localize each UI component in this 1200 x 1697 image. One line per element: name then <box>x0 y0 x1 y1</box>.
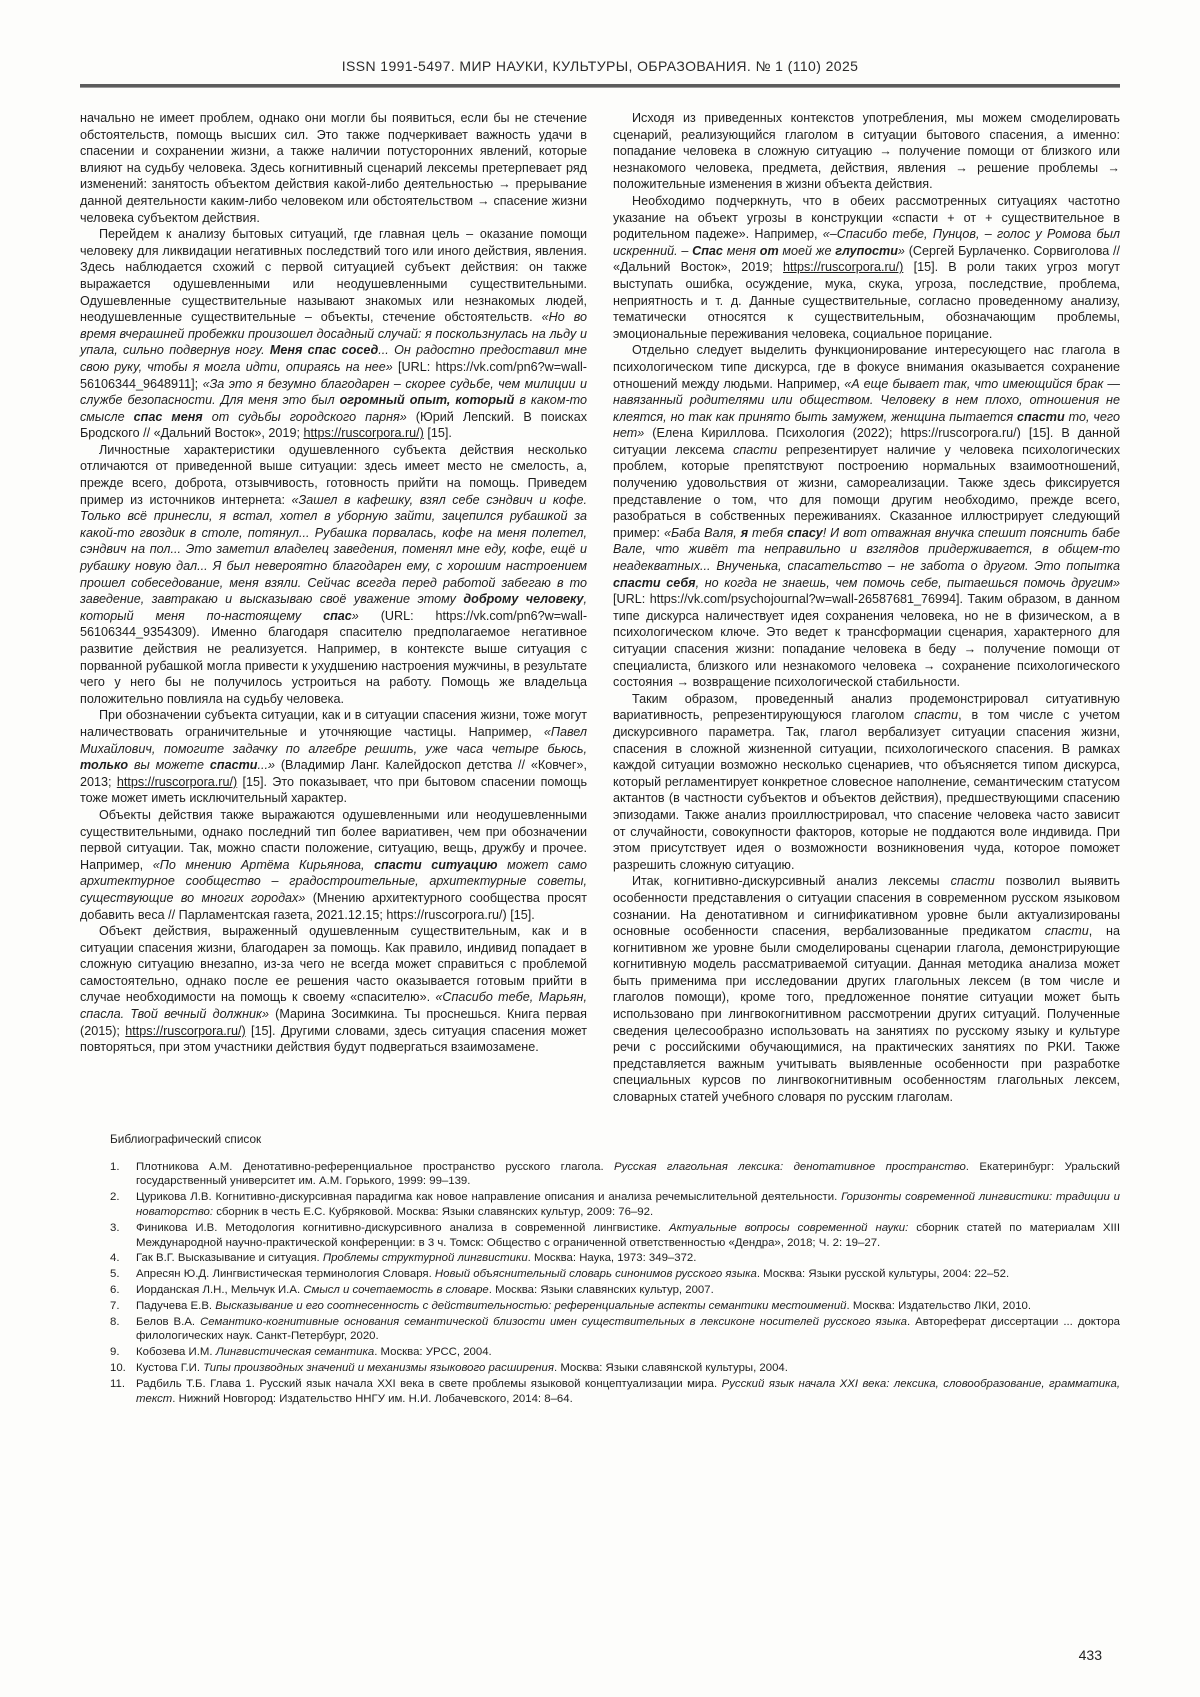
text-run: Русская глагольная лексика: денотативное пространство <box>614 1160 966 1173</box>
text-run: меня <box>722 243 760 258</box>
bibliography-item <box>110 1377 1120 1407</box>
text-run: спас меня <box>133 409 203 424</box>
bibliography-item-text <box>136 1315 1120 1345</box>
hyperlink[interactable]: https://ruscorpora.ru/) <box>125 1023 246 1038</box>
text-run: «Павел Михайлович, помогите задачку по алгебре решить, уже часа четыре бьюсь, <box>80 724 587 756</box>
text-run: позволил выявить особенности представления о ситуации спасения в современном русском языковом сознании. На денотативном и сигнификативном уровне были актуализированы основные особенности спасения, вербализованные предикатом <box>613 874 1120 939</box>
text-run: сборник в честь Е.С. Кубряковой. Москва: Языки славянских культур, 2009: 76–92. <box>213 1206 654 1219</box>
text-run: Горизонты современной лингвистики: традиции и новаторство: <box>136 1191 1120 1219</box>
bibliography-item <box>110 1190 1120 1220</box>
text-run: Финикова И.В. Методология когнитивно-дискурсивного анализа в современной лингвистике. <box>136 1221 670 1234</box>
text-run: [URL: https://vk.com/psychojournal?w=wall-26587681_76994]. Таким образом, в данном типе дискурса наличествует идея сохранения человека, но не в физическом, а в психологическом ключе. Это ведет к трансформации сценария, характерного для ситуации спасения жизни: попадание человека в беду → получение помощи от специалиста, близкого или незнакомого человека → сохранение психологического состояния → возвращение психологической стабильности. <box>613 592 1120 690</box>
text-run: доброму человеку <box>463 592 584 607</box>
text-run: Актуальные вопросы современной науки: <box>669 1221 909 1234</box>
text-run: [URL: https://vk.com/pn6?w=wall-56106344_9648911]; <box>80 359 587 391</box>
text-run: «По мнению Артёма Кирьянова, <box>152 857 375 872</box>
text-run: «–Спасибо тебе, Пунцов, – голос у Ромова был искренний. – <box>613 227 1120 258</box>
text-run: (Сергей Бурлаченко. Сорвиголова // «Дальний Восток», 2019; <box>613 243 1120 275</box>
text-run: спасти <box>914 708 959 723</box>
text-run: » <box>351 608 359 623</box>
text-run: в каком-то смысле <box>80 393 587 424</box>
text-run: Таким образом, проведенный анализ продемонстрировал ситуативную вариативность, репрезентирующуюся глаголом <box>613 691 1120 723</box>
text-run: от <box>759 243 779 258</box>
text-run: ! И вот отважная внучка спешит пояснить бабе Вале, что живёт та неправильно и взглядов придерживается, в общем-то неадекватных... Внученька, спасательство – не забота о другом. Это попытка <box>613 525 1120 574</box>
bibliography-item-text <box>136 1221 1120 1251</box>
text-run: . Автореферат диссертации ... доктора филологических наук. Санкт-Петербург, 2020. <box>136 1315 1121 1343</box>
text-run: ...» <box>257 758 275 773</box>
text-run: Гак В.Г. Высказывание и ситуация. <box>136 1252 323 1265</box>
text-run: «За это я безумно благодарен – скорее судьбе, чем милиции и службе безопасности. Для меня это был <box>80 376 587 408</box>
text-run: . Москва: Издательство ЛКИ, 2010. <box>846 1299 1032 1312</box>
text-run: огромный опыт, который <box>339 393 515 408</box>
page-number: 433 <box>1078 1647 1102 1663</box>
article-body <box>80 110 1120 1106</box>
bibliography-item <box>110 1315 1120 1345</box>
text-run: Исходя из приведенных контекстов употребления, мы можем смоделировать сценарий, реализующийся глаголом в ситуации бытового спасения, а именно: попадание человека в сложную ситуацию → получение помощи от близкого или незнакомого человека, предмета, действия, явления → решение проблемы → положительные изменения в жизни объекта действия. <box>613 111 1120 192</box>
bibliography-item-number: 4. <box>110 1252 120 1265</box>
text-run: спасти ситуацию <box>374 857 498 872</box>
bibliography-item-number: 10. <box>110 1361 126 1374</box>
text-run: Типы производных значений и механизмы языкового расширения <box>203 1361 554 1374</box>
text-run: . Москва: Языки русской культуры, 2004: 22–52. <box>756 1268 1010 1281</box>
text-run: спасу <box>787 525 823 540</box>
text-run: Русский язык начала XXI века: лексика, словообразование, грамматика, текст <box>136 1377 1120 1405</box>
text-run: Необходимо подчеркнуть, что в обеих рассмотренных ситуациях частотно указание на объект угрозы в конструкции «спасти + от + существительное в родительном падеже». Например, <box>613 193 1120 242</box>
text-run: «Баба Валя, <box>663 525 741 540</box>
paragraph <box>613 193 1120 342</box>
text-run: (Марина Зосимкина. Ты проснешься. Книга первая (2015); <box>80 1007 587 1038</box>
bibliography-item <box>110 1299 1120 1314</box>
text-run: Лингвистическая семантика <box>215 1346 375 1359</box>
text-run: Спас <box>692 243 723 258</box>
text-run: . Москва: Наука, 1973: 349–372. <box>527 1252 697 1265</box>
text-run: спасти себя <box>613 575 696 590</box>
text-run: «А еще бывает так, что имеющийся брак — навязанный родителями или обществом. Человеку в нем плохо, отношения не клеятся, но так как принято быть замужем, женщина пытается <box>613 376 1120 424</box>
bibliography-item-number: 7. <box>110 1299 120 1312</box>
paragraph <box>80 923 587 1056</box>
bibliography-item <box>110 1345 1120 1360</box>
text-run: (Юрий Лепский. В поисках Бродского // «Дальний Восток», 2019; <box>80 409 588 441</box>
text-run: Апресян Ю.Д. Лингвистическая терминология Словаря. <box>136 1268 435 1281</box>
text-run: только <box>80 758 129 773</box>
text-run: Смысл и сочетаемость в словаре <box>303 1284 489 1296</box>
text-run: Семантико-когнитивные основания семантической близости имен существительных в лексиконе носителей русского языка <box>200 1315 907 1328</box>
text-run: Отдельно следует выделить функционирование интересующего нас глагола в психологическом типе дискурса, где в фокусе внимания оказывается сохранение отношений между людьми. Например, <box>613 343 1120 391</box>
text-run: спасти <box>209 758 258 773</box>
text-run: Личностные характеристики одушевленного субъекта действия несколько отличаются от приведенной выше ситуации: здесь имеет место не смелость, а, прежде всего, доброта, отзывчивость, готовность прийти на помощь. Приведем пример из источников интернета: <box>80 442 587 507</box>
hyperlink[interactable]: https://ruscorpora.ru/) <box>782 260 904 275</box>
text-run: Кобозева И.М. <box>136 1346 216 1359</box>
paragraph <box>613 691 1120 874</box>
paragraph <box>80 442 587 708</box>
paragraph <box>613 342 1120 690</box>
bibliography-item-text <box>136 1361 1120 1376</box>
text-run: , но когда не знаешь, чем помочь себе, пытаешься помочь другим» <box>695 575 1120 590</box>
text-run: (Владимир Ланг. Калейдоскоп детства // «Ковчег», 2013; <box>80 758 587 789</box>
text-run: Иорданская Л.Н., Мельчук И.А. <box>136 1284 304 1296</box>
text-run: вы можете <box>128 758 210 773</box>
left-column <box>80 110 587 1106</box>
text-run: Меня спас сосед <box>269 343 379 358</box>
text-run: я <box>740 525 749 540</box>
bibliography-item <box>110 1361 1120 1376</box>
paragraph <box>80 707 587 807</box>
text-run: При обозначении субъекта ситуации, как и в ситуации спасения жизни, тоже могут наличествовать ограничительные и уточняющие частицы. Например, <box>80 708 587 739</box>
bibliography-item-number: 3. <box>110 1221 120 1234</box>
text-run: [15]. В роли таких угроз могут выступать ошибка, осуждение, мука, скука, угроза, последствие, проблема, неприятность и т. д. Данные существительные, согласно проведенному анализу, тематически относятся к существительным, обозначающим проблемы, эмоциональные переживания человека, социальное порицание. <box>613 260 1121 341</box>
bibliography-item-number: 5. <box>110 1268 120 1281</box>
text-run: спасти <box>733 442 778 457</box>
text-run: [15]. Другими словами, здесь ситуация спасения может повторяться, при этом участники действия будут подвергаться взаимозамене. <box>80 1023 588 1055</box>
bibliography-item-number: 6. <box>110 1284 120 1296</box>
text-run: спасти <box>950 874 995 889</box>
text-run: , который меня по-настоящему <box>80 592 587 623</box>
bibliography-item-text <box>136 1299 1120 1314</box>
text-run: спасти <box>1044 924 1089 939</box>
bibliography-item-number: 2. <box>110 1191 120 1204</box>
text-run: Радбиль Т.Б. Глава 1. Русский язык начала XXI века в свете проблемы языковой концептуализации мира. <box>136 1377 722 1390</box>
journal-header-line: ISSN 1991-5497. МИР НАУКИ, КУЛЬТУРЫ, ОБРАЗОВАНИЯ. № 1 (110) 2025 <box>341 58 859 74</box>
text-run: . Москва: Языки славянской культуры, 2004. <box>553 1361 788 1374</box>
text-run: (Елена Кириллова. Психология (2022); https://ruscorpora.ru/) [15]. В данной ситуации лексема <box>613 426 1120 457</box>
text-run: от судьбы городского парня» <box>202 409 407 424</box>
header-rule <box>80 84 1120 88</box>
text-run: Итак, когнитивно-дискурсивный анализ лексемы <box>632 874 951 889</box>
bibliography-item-text <box>136 1267 1120 1282</box>
text-run: «Спасибо тебе, Марьян, спасла. Твой вечный должник» <box>80 990 587 1022</box>
text-run: сборник статей по материалам XIII Международной научно-практической конференции: в 3 ч. Томск: Общество с ограниченной ответственностью «Дендра», 2018; Ч. 2: 19–27. <box>136 1221 1120 1249</box>
bibliography-item <box>110 1160 1120 1190</box>
bibliography-section <box>80 1132 1120 1407</box>
paragraph <box>80 807 587 923</box>
text-run: Плотникова А.М. Денотативно-референциальное пространство русского глагола. <box>136 1160 615 1173</box>
bibliography-heading: Библиографический список <box>110 1131 262 1146</box>
text-run: глупости <box>835 243 898 258</box>
text-run: (URL: https://vk.com/pn6?w=wall-56106344_9354309). Именно благодаря спасителю предполагаемое негативное развитие действия не реализуется. Например, в контексте выше ситуация с порванной рубашкой могла привести к ухудшению настроения мужчины, в результате чего у него бы не получилось устроиться на работу. Помощь же владельца положительно повлияла на судьбу человека. <box>80 608 588 706</box>
text-run: «Но во время вчерашней пробежки произошел досадный случай: я поскользнулась на льду и упала, сильно подвернув ногу. <box>80 310 587 358</box>
text-run: Цурикова Л.В. Когнитивно-дискурсивная парадигма как новое направление описания и анализа речемыслительной деятельности. <box>136 1191 842 1204</box>
bibliography-item <box>110 1251 1120 1266</box>
text-run: Объект действия, выраженный одушевленным существительным, как и в ситуации спасения жизни, благодарен за помощь. Как правило, индивид попадает в сложную ситуацию внезапно, из-за чего не всегда может справиться с проблемой самостоятельно, однако после ее решения часто оказывается готовым прийти в случае необходимости на помощь к своему «спасителю». <box>80 924 587 1005</box>
bibliography-item <box>110 1283 1120 1298</box>
bibliography-item-text <box>136 1190 1120 1220</box>
text-run: Кустова Г.И. <box>136 1361 204 1374</box>
right-column <box>613 110 1120 1106</box>
text-run: ... Он радостно предоставил мне свою руку, чтобы я могла идти, опираясь на нее» <box>80 343 587 374</box>
paragraph <box>613 110 1120 193</box>
text-run: . Москва: Языки славянских культур, 2007. <box>488 1284 714 1296</box>
bibliography-item-number: 11. <box>110 1377 125 1390</box>
text-run: » <box>897 243 905 258</box>
text-run: то, чего нет» <box>613 409 1120 441</box>
bibliography-item <box>110 1221 1120 1251</box>
text-run: (Мнению архитектурного сообщества просят добавить веса // Парламентская газета, 2021.12.15; https://ruscorpora.ru/) [15]. <box>80 890 587 922</box>
bibliography-item-number: 8. <box>110 1315 120 1328</box>
text-run: спас <box>323 608 352 623</box>
text-run: . Москва: УРСС, 2004. <box>374 1346 492 1359</box>
text-run: , на когнитивном же уровне были смоделированы сценарии глагола, демонстрирующие когнитивную модель рассматриваемой ситуации. Данная методика анализа может быть применима при исследовании других глагольных лексем (в том числе и глаголов помощи), кроме того, предложенное понятие ситуации может быть использовано при лингвокогнитивном рассмотрении других ситуаций. Полученные сведения целесообразно использовать на занятиях по русскому языку и культуре речи с российскими обучающимися, на практических занятиях по РКИ. Также представляется важным учитывать выявленные особенности при разработке специальных курсов по лингвокогнитивным особенностям глагольных лексем, словарных статей учебного словаря по русским глаголам. <box>613 924 1120 1105</box>
text-run: тебя <box>748 525 788 540</box>
text-run: Перейдем к анализу бытовых ситуаций, где главная цель – оказание помощи человеку для ликвидации негативных последствий того или иного действия, явления. Здесь наблюдается схожий с первой ситуацией субъект действия: он также выражается одушевленными или неодушевленными существительными. Одушевленные существительные называют знакомых или незнакомых людей, неодушевленные существительные – объекты, стечение обстоятельств. <box>80 227 587 325</box>
text-run: Падучева Е.В. <box>136 1299 216 1312</box>
text-run: моей же <box>778 243 836 258</box>
bibliography-item-number: 1. <box>110 1160 120 1173</box>
text-run: . Екатеринбург: Уральский государственный университет им. А.М. Горького, 1999: 99–139. <box>136 1160 1120 1188</box>
text-run: Высказывание и его соотнесенность с действительностью: референциальные аспекты семантики местоимений <box>215 1299 847 1312</box>
paragraph <box>80 226 587 442</box>
bibliography-item-text <box>136 1160 1120 1190</box>
text-run: Объекты действия также выражаются одушевленными или неодушевленными существительными, однако последний тип более вариативен, чем при обозначении первой ситуации. Так, можно спасти положение, ситуацию, вещь, дружбу и прочее. Например, <box>80 807 587 872</box>
text-run: Новый объяснительный словарь синонимов русского языка <box>434 1268 757 1281</box>
text-run: [15]. Это показывает, что при бытовом спасении помощь тоже может иметь исключительный характер. <box>80 774 588 806</box>
text-run: Белов В.А. <box>136 1315 201 1328</box>
paragraph <box>80 110 587 226</box>
text-run: «Зашел в кафешку, взял себе сэндвич и кофе. Только всё принесли, я встал, хотел в уборную зайти, зацепился рубашкой за какой-то гвоздик в столе, потянул... Рубашка порвалась, кофе на меня полетел, сэндвич на пол... Это заметил владелец заведения, поменял мне еду, кофе, ещё и рубашку новую дал... Я был невероятно благодарен ему, с хорошим настроением прошел собеседование, меня взяли. Сейчас всегда перед работой забегаю в то заведение, завтракаю и высказываю своё уважение этому <box>80 492 587 607</box>
text-run: репрезентирует наличие у человека психологических проблем, которые препятствуют построению нормальных взаимоотношений, получению удовольствия от жизни, самореализации. Также здесь фиксируется представление о том, что для помощи другим необходимо, прежде всего, разобраться в собственных переживаниях. Сказанное иллюстрирует следующий пример: <box>613 442 1121 540</box>
text-run: [15]. <box>423 426 452 441</box>
text-run: начально не имеет проблем, однако они могли бы появиться, если бы не стечение обстоятельств, помощь высших сил. Это также подчеркивает важность удачи в спасении и сохранении жизни, а также наличии потусторонних явлений, которые влияют на судьбу человека. Здесь когнитивный сценарий лексемы претерпевает ряд изменений: занятость объектом действия какой-либо деятельностью → прерывание данной деятельности каким-либо человеком или обстоятельством → спасение жизни человека субъектом действия. <box>80 111 587 225</box>
bibliography-item <box>110 1267 1120 1282</box>
text-run: . Нижний Новгород: Издательство ННГУ им. Н.И. Лобачевского, 2014: 8–64. <box>172 1392 573 1405</box>
bibliography-item-number: 9. <box>110 1346 120 1359</box>
bibliography-item-text <box>136 1345 1120 1360</box>
hyperlink[interactable]: https://ruscorpora.ru/) <box>303 426 424 441</box>
text-run: , в том числе с учетом дискурсивного параметра. Так, глагол вербализует ситуации спасения жизни, спасения в сложной жизненной ситуации, психологического спасения. В рамках каждой ситуации возможно несколько сценариев, что объясняется типом дискурса, который регламентирует конкретное словесное наполнение, семантическим статусом актантов (в частности субъектов и объектов действия), предшествующими спасению эпизодами. Также анализ проиллюстрировал, что спасение человека часто зависит от случайности, совокупности факторов, которые не поддаются воле индивида. При этом присутствует идея о возможности возникновения чуда, которое поможет разрешить сложную ситуацию. <box>613 708 1121 872</box>
text-run: может само архитектурное сообщество – градостроительные, архитектурные советы, существующие во многих городах» <box>80 857 587 905</box>
bibliography-item-text <box>136 1251 1120 1266</box>
text-run: Проблемы структурной лингвистики <box>322 1252 528 1265</box>
text-run: спасти <box>1017 409 1065 424</box>
bibliography-item-text <box>136 1283 1120 1298</box>
bibliography-item-text <box>136 1377 1120 1407</box>
hyperlink[interactable]: https://ruscorpora.ru/) <box>116 774 238 789</box>
bibliography-list <box>80 1160 1120 1407</box>
paragraph <box>613 873 1120 1105</box>
